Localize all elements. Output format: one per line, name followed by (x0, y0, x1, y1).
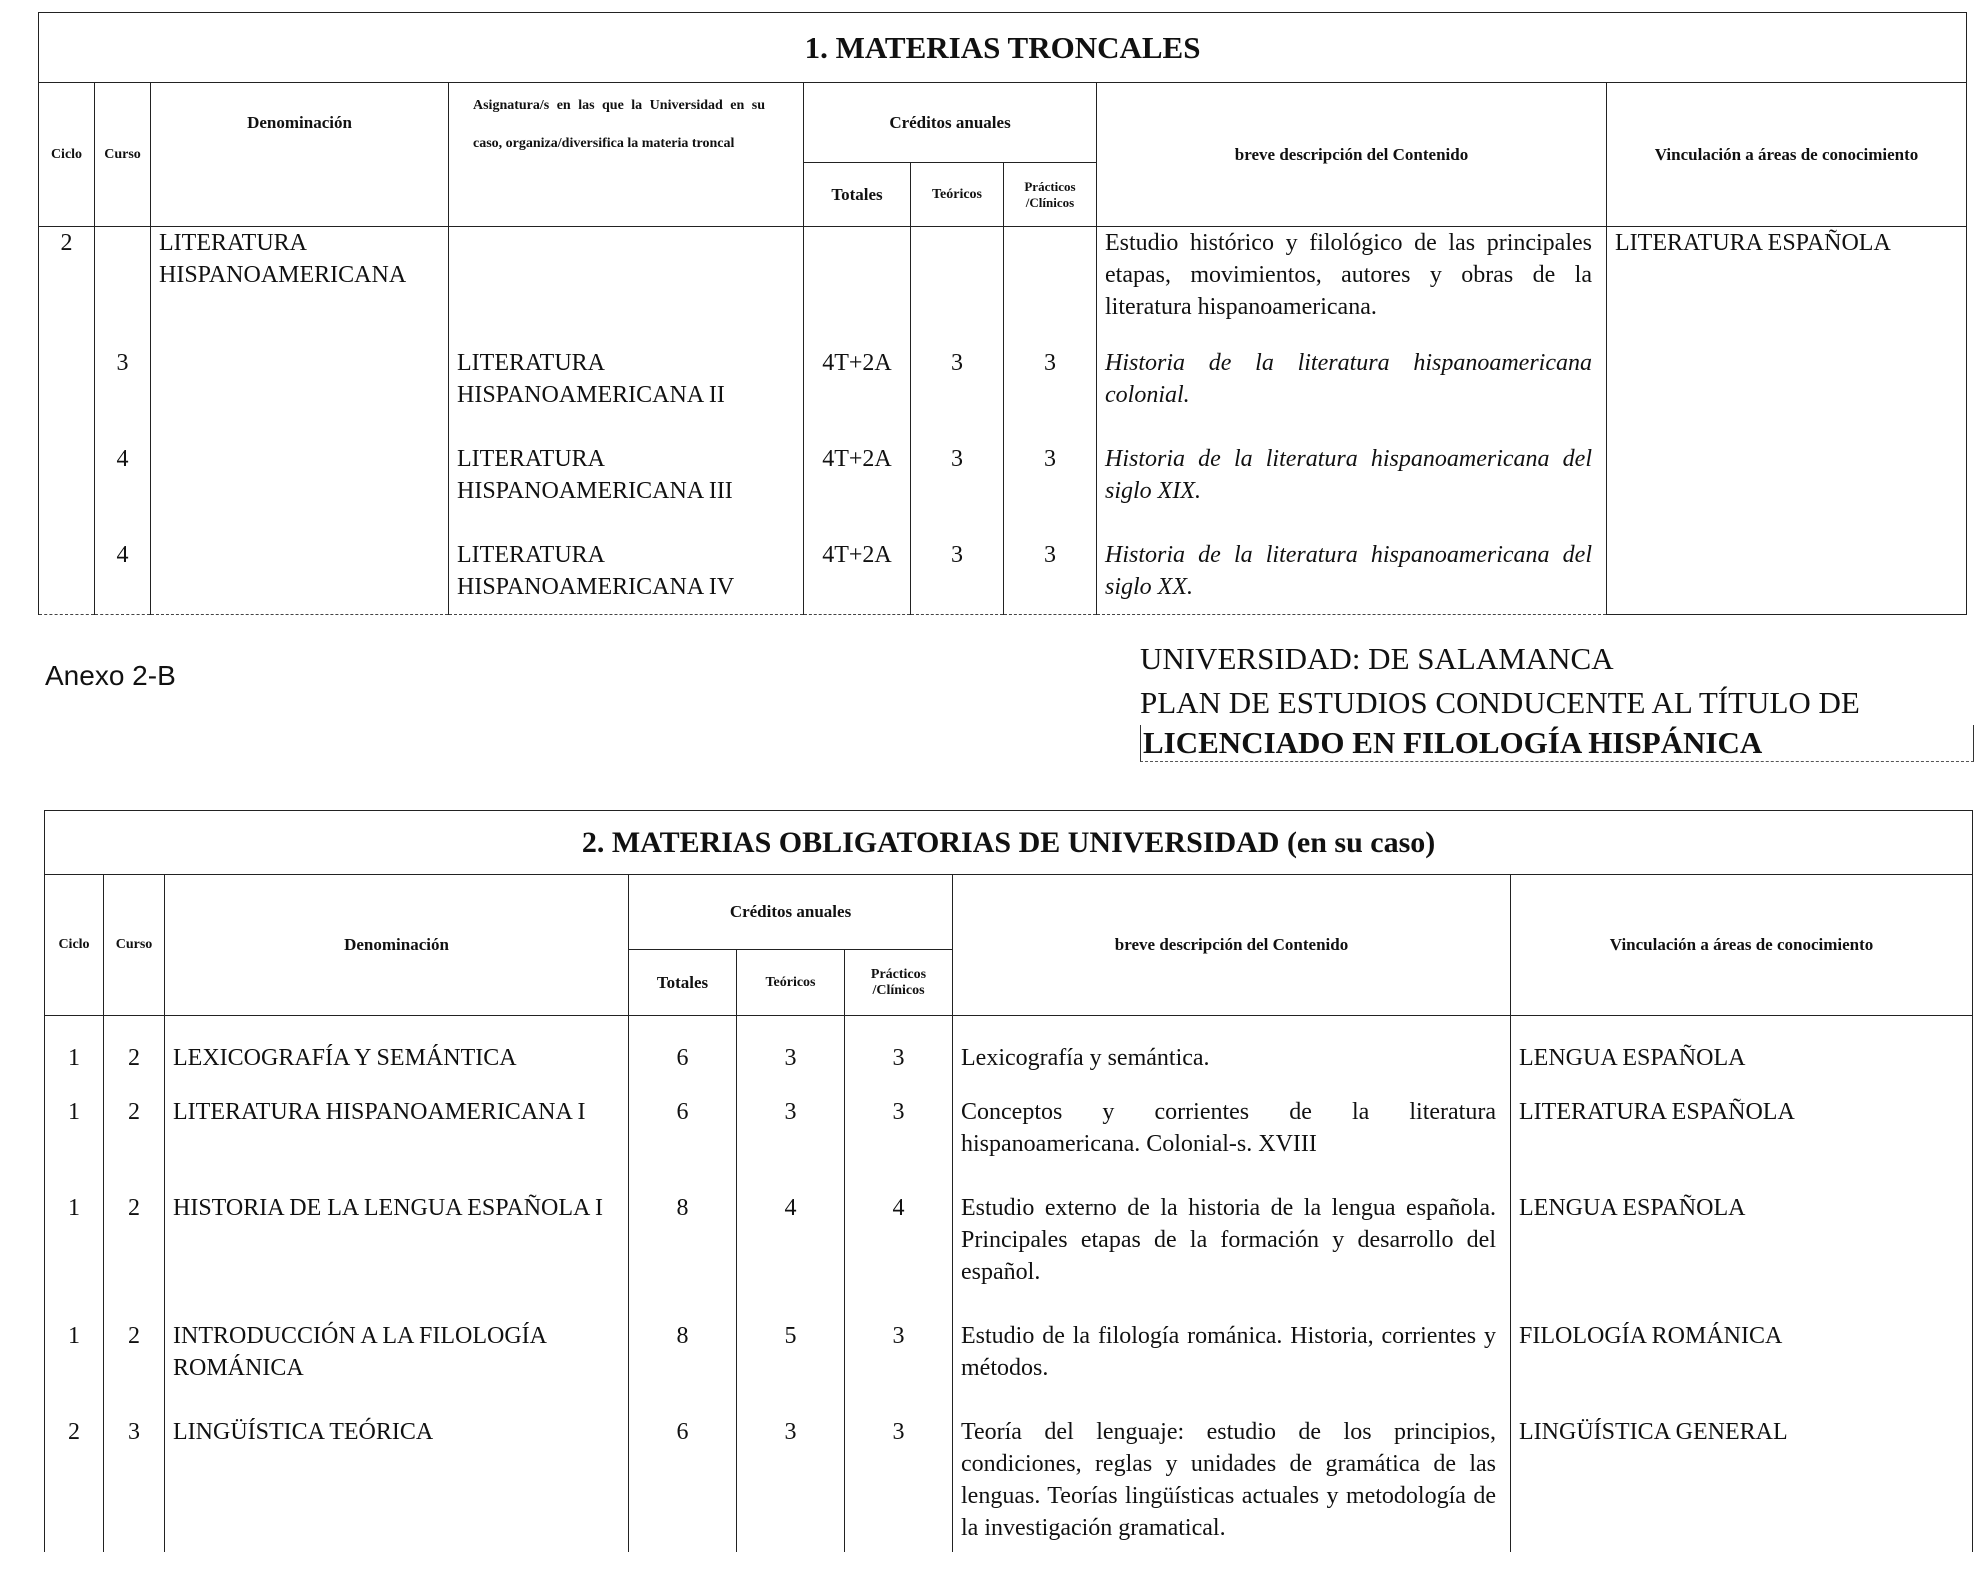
row-ciclo: 2 (45, 1416, 104, 1552)
row-descripcion: Historia de la literatura hispanoamericana colonial. (1097, 347, 1607, 443)
row-teoricos: 3 (737, 1416, 845, 1552)
row-curso: 2 (104, 1096, 165, 1192)
header-denominacion: Denominación (151, 83, 449, 227)
row-denominacion: INTRODUCCIÓN A LA FILOLOGÍA ROMÁNICA (165, 1320, 629, 1416)
header-asignaturas: Asignatura/s en las que la Universidad en su caso, organiza/diversifica la materia troncal (449, 83, 804, 227)
row-practicos: 4 (845, 1192, 953, 1320)
table-row (45, 1096, 1973, 1192)
row-curso: 3 (95, 347, 151, 443)
troncal-vinculacion: LITERATURA ESPAÑOLA (1607, 227, 1967, 615)
row-practicos: 3 (845, 1320, 953, 1416)
row-teoricos: 3 (911, 443, 1004, 539)
row-vinculacion: LENGUA ESPAÑOLA (1511, 1016, 1973, 1096)
row-curso: 2 (104, 1320, 165, 1416)
row-teoricos: 4 (737, 1192, 845, 1320)
anexo-label: Anexo 2-B (45, 660, 176, 691)
row-practicos: 3 (1004, 443, 1097, 539)
header-totales: Totales (629, 950, 737, 1016)
row-descripcion: Historia de la literatura hispanoamericana del siglo XX. (1097, 539, 1607, 615)
table-row (45, 1416, 1973, 1552)
header-practicos: Prácticos /Clínicos (845, 950, 953, 1016)
row-descripcion: Lexicografía y semántica. (953, 1016, 1511, 1096)
table-row (45, 1192, 1973, 1320)
row-asignatura: LITERATURA HISPANOAMERICANA III (449, 443, 804, 539)
row-practicos: 3 (845, 1016, 953, 1096)
row-curso: 2 (104, 1192, 165, 1320)
header-curso: Curso (95, 83, 151, 227)
row-curso: 4 (95, 539, 151, 615)
header-totales: Totales (804, 163, 911, 227)
row-vinculacion: LITERATURA ESPAÑOLA (1511, 1096, 1973, 1192)
row-descripcion: Estudio externo de la historia de la lengua española. Principales etapas de la formación y desarrollo del español. (953, 1192, 1511, 1320)
row-curso: 4 (95, 443, 151, 539)
header-vinculacion: Vinculación a áreas de conocimiento (1511, 875, 1973, 1016)
university-name: UNIVERSIDAD: DE SALAMANCA (1140, 641, 1614, 676)
row-totales: 6 (629, 1416, 737, 1552)
row-totales: 4T+2A (804, 539, 911, 615)
row-denominacion: LITERATURA HISPANOAMERICANA I (165, 1096, 629, 1192)
row-totales: 4T+2A (804, 443, 911, 539)
plan-title: PLAN DE ESTUDIOS CONDUCENTE AL TÍTULO DE (1140, 685, 1860, 720)
header-ciclo: Ciclo (45, 875, 104, 1016)
troncales-title: 1. MATERIAS TRONCALES (39, 13, 1967, 83)
header-creditos: Créditos anuales (629, 875, 953, 950)
row-curso: 2 (104, 1016, 165, 1096)
header-vinculacion: Vinculación a áreas de conocimiento (1607, 83, 1967, 227)
row-vinculacion: LINGÜÍSTICA GENERAL (1511, 1416, 1973, 1552)
row-ciclo: 1 (45, 1192, 104, 1320)
row-teoricos: 3 (737, 1096, 845, 1192)
header-creditos: Créditos anuales (804, 83, 1097, 163)
row-practicos: 3 (845, 1416, 953, 1552)
row-totales: 6 (629, 1016, 737, 1096)
row-totales: 8 (629, 1320, 737, 1416)
row-descripcion: Conceptos y corrientes de la literatura hispanoamericana. Colonial-s. XVIII (953, 1096, 1511, 1192)
degree-title: LICENCIADO EN FILOLOGÍA HISPÁNICA (1140, 725, 1974, 762)
row-teoricos: 5 (737, 1320, 845, 1416)
row-teoricos: 3 (911, 539, 1004, 615)
row-totales: 8 (629, 1192, 737, 1320)
row-vinculacion: FILOLOGÍA ROMÁNICA (1511, 1320, 1973, 1416)
header-descripcion: breve descripción del Contenido (1097, 83, 1607, 227)
row-ciclo: 1 (45, 1096, 104, 1192)
row-asignatura: LITERATURA HISPANOAMERICANA IV (449, 539, 804, 615)
row-practicos: 3 (1004, 347, 1097, 443)
obligatorias-table (44, 810, 1973, 1552)
university-block (1140, 637, 1974, 762)
row-teoricos: 3 (737, 1016, 845, 1096)
row-practicos: 3 (845, 1096, 953, 1192)
header-descripcion: breve descripción del Contenido (953, 875, 1511, 1016)
obligatorias-title: 2. MATERIAS OBLIGATORIAS DE UNIVERSIDAD (en su caso) (45, 811, 1973, 875)
header-teoricos: Teóricos (911, 163, 1004, 227)
row-descripcion: Teoría del lenguaje: estudio de los principios, condiciones, reglas y unidades de gramática de las lenguas. Teorías lingüísticas actuales y metodología de la investigación gramatical. (953, 1416, 1511, 1552)
header-ciclo: Ciclo (39, 83, 95, 227)
row-totales: 4T+2A (804, 347, 911, 443)
header-teoricos: Teóricos (737, 950, 845, 1016)
row-descripcion: Estudio de la filología románica. Historia, corrientes y métodos. (953, 1320, 1511, 1416)
row-curso: 3 (104, 1416, 165, 1552)
table-row (45, 1320, 1973, 1416)
header-practicos: Prácticos /Clínicos (1004, 163, 1097, 227)
row-denominacion: HISTORIA DE LA LENGUA ESPAÑOLA I (165, 1192, 629, 1320)
troncales-table (38, 12, 1967, 615)
row-practicos: 3 (1004, 539, 1097, 615)
troncal-denominacion: LITERATURA HISPANOAMERICANA (151, 227, 449, 347)
troncal-descripcion: Estudio histórico y filológico de las principales etapas, movimientos, autores y obras de la literatura hispanoamericana. (1097, 227, 1607, 347)
row-denominacion: LEXICOGRAFÍA Y SEMÁNTICA (165, 1016, 629, 1096)
header-curso: Curso (104, 875, 165, 1016)
row-totales: 6 (629, 1096, 737, 1192)
row-denominacion: LINGÜÍSTICA TEÓRICA (165, 1416, 629, 1552)
row-teoricos: 3 (911, 347, 1004, 443)
row-ciclo: 1 (45, 1320, 104, 1416)
header-denominacion: Denominación (165, 875, 629, 1016)
troncal-ciclo: 2 (39, 227, 95, 347)
row-asignatura: LITERATURA HISPANOAMERICANA II (449, 347, 804, 443)
row-ciclo: 1 (45, 1016, 104, 1096)
row-vinculacion: LENGUA ESPAÑOLA (1511, 1192, 1973, 1320)
table-row (45, 1016, 1973, 1096)
row-descripcion: Historia de la literatura hispanoamericana del siglo XIX. (1097, 443, 1607, 539)
